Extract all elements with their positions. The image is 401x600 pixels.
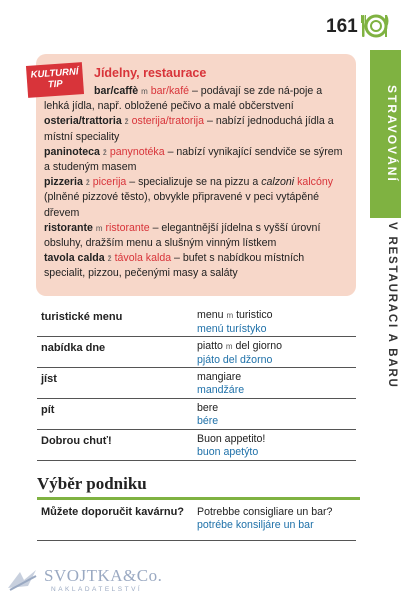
phrase-pronunciation: pjáto del džorno <box>197 353 273 366</box>
phrase-row <box>37 368 356 399</box>
phrase-pronunciation: mandžáre <box>197 383 245 396</box>
tip-entry <box>44 145 348 175</box>
phrase-czech: Dobrou chuť! <box>41 435 112 447</box>
badge-line1: KULTURNÍ <box>30 66 79 81</box>
phrase-italian: piatto m del giorno <box>197 340 283 352</box>
tip-desc: – nabízí vynikající sendviče se sýrem a studeným masem <box>44 145 343 174</box>
tip-entry <box>44 251 348 281</box>
tip-desc: (plněné pizzové těsto), obvykle připravené v peci vytápěné dřevem <box>44 191 320 219</box>
phrase-translation <box>197 502 356 540</box>
tip-title: Jídelny, restaurace <box>94 66 207 80</box>
publisher-subtitle: NAKLADATELSTVÍ <box>51 586 143 593</box>
phrase-translation <box>197 430 356 460</box>
tip-gram: ž <box>107 254 112 264</box>
tip-gram: ž <box>102 147 107 157</box>
tip-term: bar/caffè <box>94 85 139 97</box>
phrase-italian: menu m turistico <box>197 309 273 321</box>
phrase-italian: bere <box>197 402 219 414</box>
tip-pron: panynotéka <box>109 145 165 158</box>
tip-pron: picerija <box>92 176 127 189</box>
tip-italic-term: calzoni <box>261 176 295 189</box>
tip-term: osteria/trattoria <box>44 115 122 128</box>
phrase-row <box>37 337 356 368</box>
phrase-pronunciation: potrébe konsiljáre un bar <box>197 518 314 531</box>
tip-entry <box>44 175 348 221</box>
tip-desc: – bufet s nabídkou místních specialit, pizzou, pečenými masy a saláty <box>44 252 305 280</box>
phrase-translation <box>197 368 356 398</box>
tip-desc: – elegantnější jídelna s vyšší úrovní obsluhy, dražším menu a slušným vinným lístkem <box>44 221 321 250</box>
tip-gram: m <box>141 87 148 96</box>
phrase-translation <box>197 306 356 336</box>
phrase-row <box>37 399 356 430</box>
publisher-logo-icon <box>6 568 38 592</box>
tip-entry <box>44 221 348 251</box>
tip-gram: ž <box>85 178 90 188</box>
phrase-italian: mangiare <box>197 371 242 383</box>
tip-entry <box>44 84 348 114</box>
phrase-pronunciation: bére <box>197 414 219 427</box>
tip-desc: – podávají se zde ná-poje a lehká jídla, např. obložené pečivo a malé občerstvení <box>44 85 323 113</box>
tip-entries <box>44 84 348 282</box>
section-tab-label: STRAVOVÁNÍ <box>385 85 399 183</box>
phrase-row <box>37 502 356 541</box>
publisher-name: SVOJTKA&Co. <box>44 566 163 585</box>
phrase-row <box>37 430 356 461</box>
tip-gram: ž <box>124 117 129 127</box>
phrase-czech: turistické menu <box>41 311 123 323</box>
tip-entry <box>44 114 348 144</box>
tip-pron: távola kalda <box>114 252 172 265</box>
tip-desc: – nabízí jednoduchá jídla a místní speciality <box>44 115 334 143</box>
phrase-translation <box>197 337 356 367</box>
phrase-translation <box>197 399 356 429</box>
tip-term: pizzeria <box>44 176 83 189</box>
section-divider <box>37 497 360 500</box>
tip-gram: m <box>95 223 103 233</box>
badge-line2: TIP <box>47 78 64 91</box>
tip-term: ristorante <box>44 221 93 234</box>
phrase-pronunciation: menú turístyko <box>197 322 267 335</box>
tip-term: paninoteca <box>44 145 100 158</box>
tip-term: tavola calda <box>44 252 105 265</box>
phrase-table <box>37 306 356 461</box>
fork-plate-knife-icon <box>361 13 391 39</box>
section-heading: Výběr podniku <box>37 474 147 493</box>
tip-pron: ristorante <box>105 221 150 234</box>
phrase-czech: jíst <box>41 373 57 385</box>
subsection-tab-label: V RESTAURACI A BARU <box>386 221 398 389</box>
tip-pron: bar/kafé <box>150 85 190 97</box>
phrase-czech: pít <box>41 404 55 416</box>
phrase-italian: Buon appetito! <box>197 433 266 445</box>
phrase-pronunciation: buon apetýto <box>197 445 259 458</box>
phrase-czech: Můžete doporučit kavárnu? <box>41 506 185 518</box>
tip-pron: kalcóny <box>297 176 334 189</box>
phrase-row <box>37 306 356 337</box>
phrase-italian: Potrebbe consigliare un bar? <box>197 506 333 518</box>
publisher-logo <box>6 566 163 596</box>
tip-desc: – specializuje se na pizzu a <box>126 176 262 189</box>
tip-pron: osterija/tratorija <box>131 115 205 128</box>
phrase-czech: nabídka dne <box>41 342 106 354</box>
page-number: 161 <box>326 16 358 37</box>
